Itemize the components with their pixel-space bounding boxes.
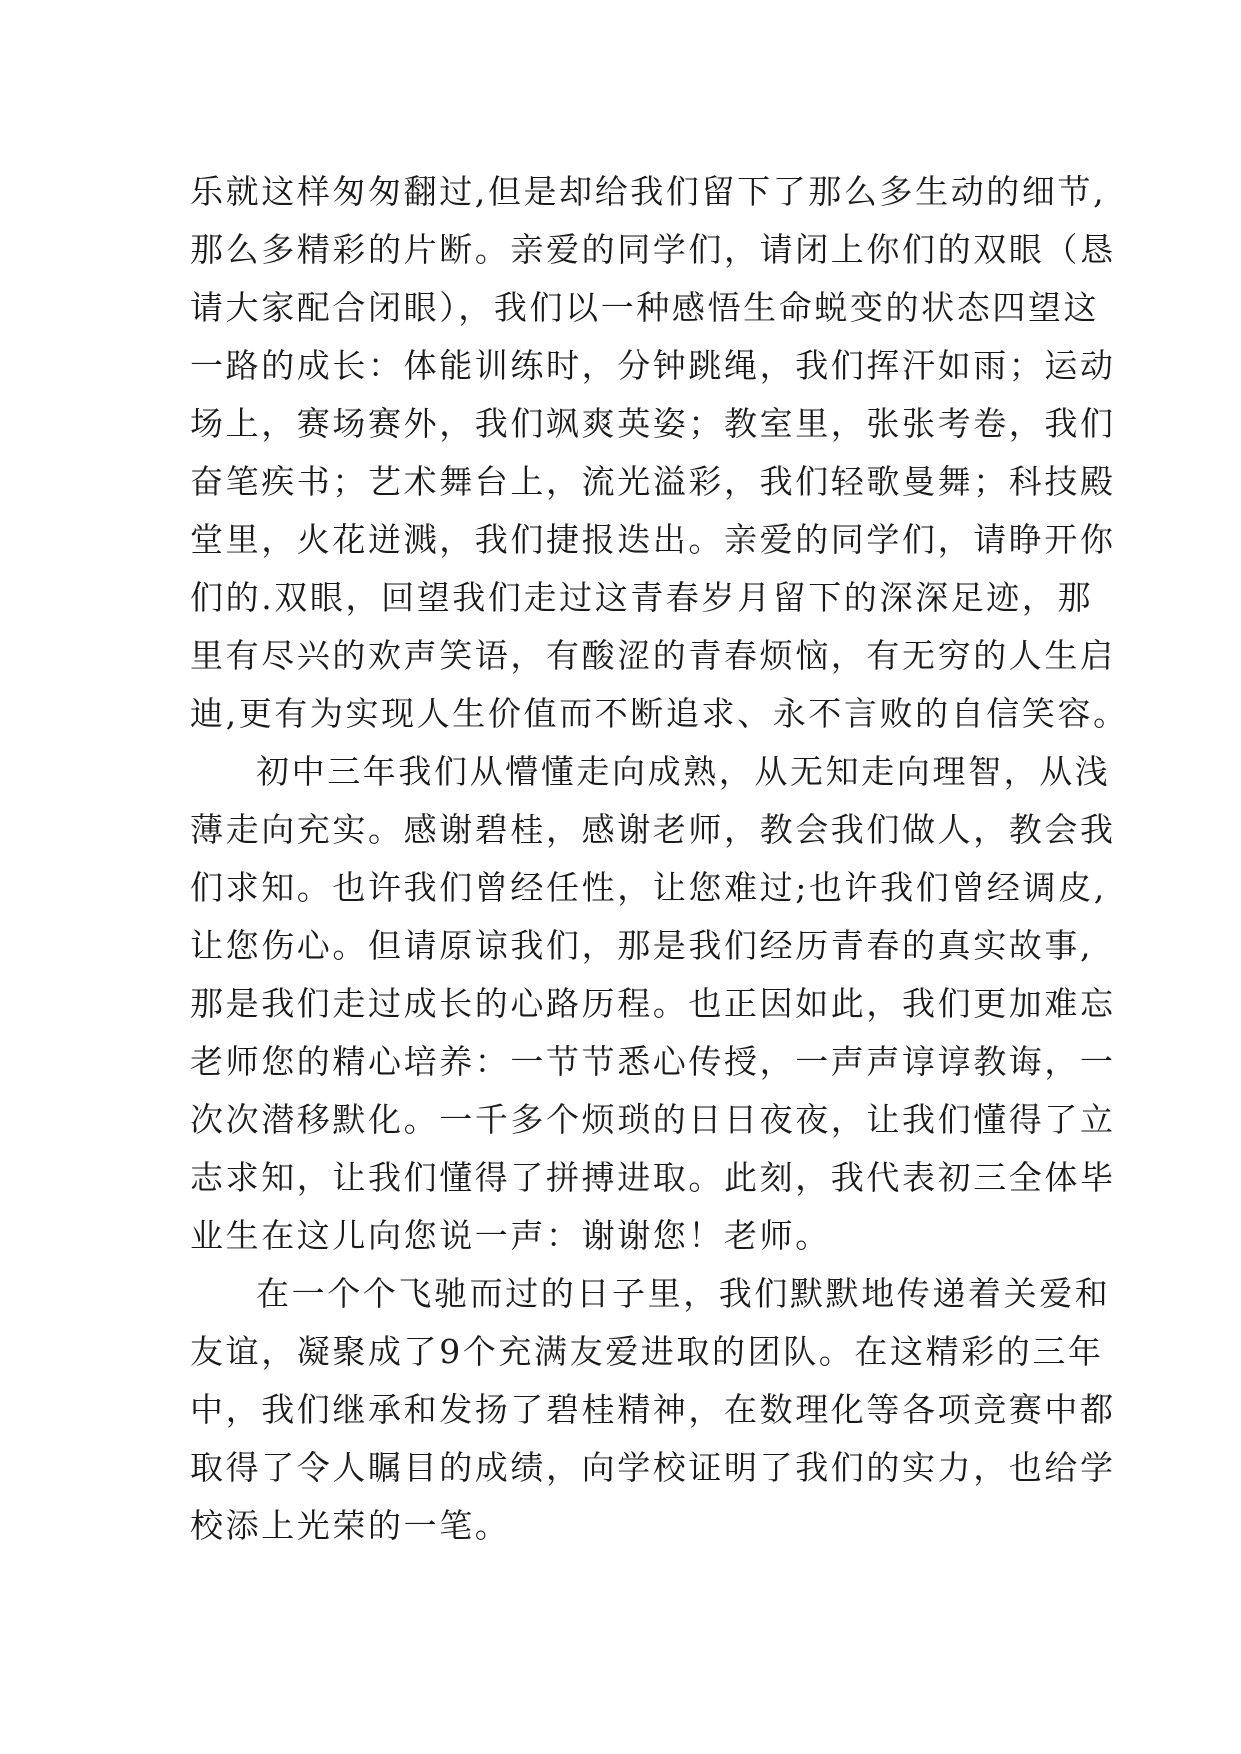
text-line: 友谊，凝聚成了9个充满友爱进取的团队。在这精彩的三年: [190, 1332, 1104, 1371]
text-line: 奋笔疾书；艺术舞台上，流光溢彩，我们轻歌曼舞；科技殿: [190, 462, 1116, 501]
text-line: 初中三年我们从懵懂走向成熟，从无知走向理智，从浅: [256, 752, 1111, 791]
text-line: 薄走向充实。感谢碧桂，感谢老师，教会我们做人，教会我: [190, 810, 1116, 849]
text-line: 乐就这样匆匆翻过,但是却给我们留下了那么多生动的细节,: [190, 172, 1107, 211]
text-line: 志求知，让我们懂得了拼搏进取。此刻，我代表初三全体毕: [190, 1158, 1116, 1197]
text-line: 堂里，火花迸溅，我们捷报迭出。亲爱的同学们，请睁开你: [190, 520, 1116, 559]
text-line: 在一个个飞驰而过的日子里，我们默默地传递着关爱和: [256, 1274, 1111, 1313]
text-line: 次次潜移默化。一千多个烦琐的日日夜夜，让我们懂得了立: [190, 1100, 1116, 1139]
paragraph-2: [190, 743, 1116, 1265]
text-line: 中，我们继承和发扬了碧桂精神，在数理化等各项竞赛中都: [190, 1390, 1116, 1429]
text-line: 老师您的精心培养：一节节悉心传授，一声声谆谆教诲，一: [190, 1042, 1116, 1081]
text-line: 请大家配合闭眼），我们以一种感悟生命蜕变的状态四望这: [190, 288, 1100, 327]
text-line: 那么多精彩的片断。亲爱的同学们，请闭上你们的双眼（恳: [190, 230, 1116, 269]
text-line: 迪,更有为实现人生价值而不断追求、永不言败的自信笑容。: [190, 694, 1129, 733]
text-line: 让您伤心。但请原谅我们，那是我们经历青春的真实故事,: [190, 926, 1094, 965]
text-line: 那是我们走过成长的心路历程。也正因如此，我们更加难忘: [190, 984, 1116, 1023]
text-line: 业生在这儿向您说一声：谢谢您！老师。: [190, 1216, 831, 1255]
paragraph-3: [190, 1265, 1116, 1555]
text-line: 取得了令人瞩目的成绩，向学校证明了我们的实力，也给学: [190, 1448, 1116, 1487]
text-line: 场上，赛场赛外，我们飒爽英姿；教室里，张张考卷，我们: [190, 404, 1116, 443]
text-line: 校添上光荣的一笔。: [190, 1506, 511, 1545]
text-line: 里有尽兴的欢声笑语，有酸涩的青春烦恼，有无穷的人生启: [190, 636, 1116, 675]
body-text: [190, 163, 1129, 1555]
paragraph-1: [190, 163, 1129, 743]
text-line: 一路的成长：体能训练时，分钟跳绳，我们挥汗如雨；运动: [190, 346, 1116, 385]
text-line: 们的.双眼，回望我们走过这青春岁月留下的深深足迹，那: [190, 578, 1094, 617]
text-line: 们求知。也许我们曾经任性，让您难过;也许我们曾经调皮,: [190, 868, 1107, 907]
